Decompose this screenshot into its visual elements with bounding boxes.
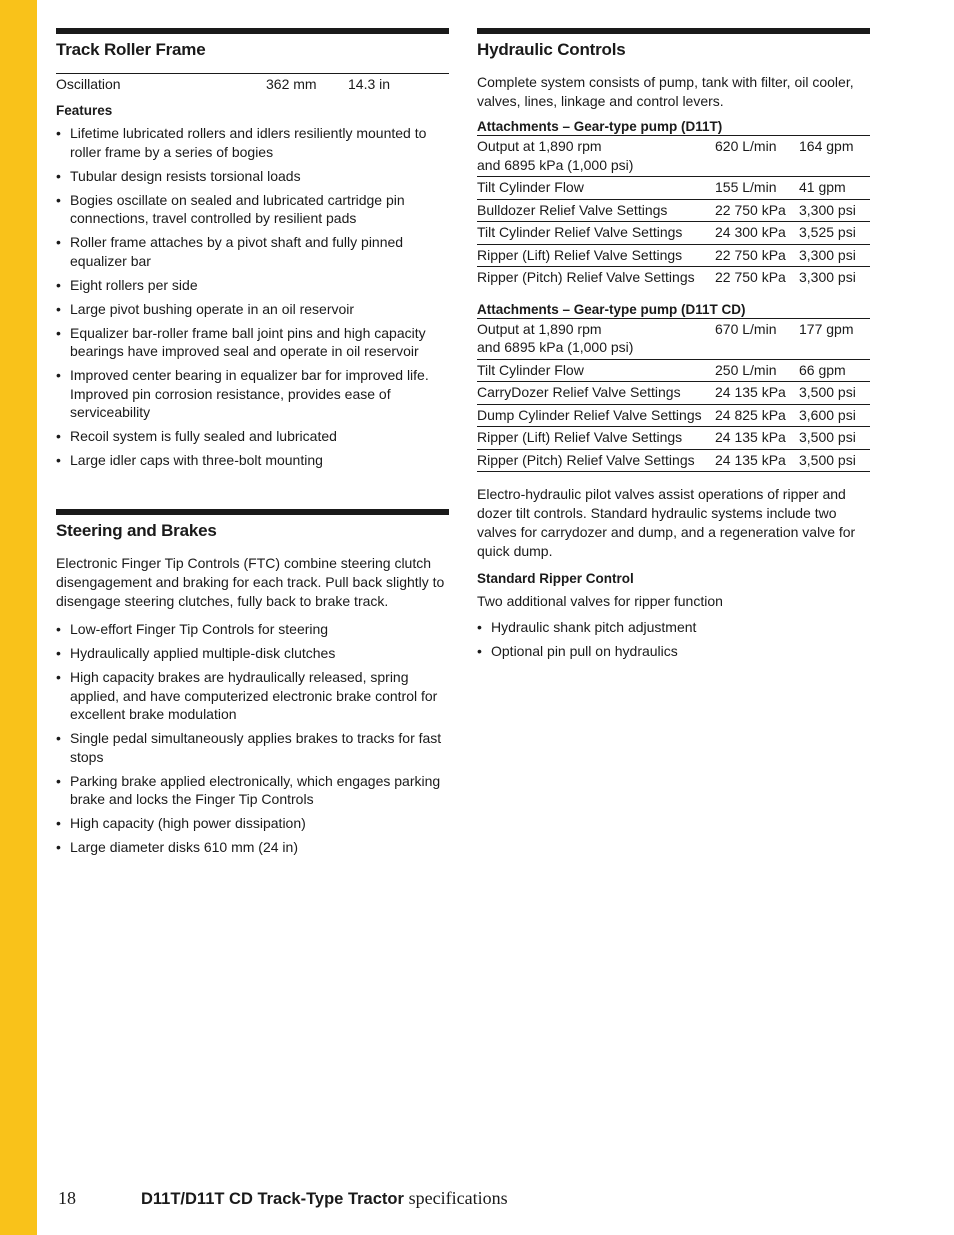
row-label-line2: and 6895 kPa (1,000 psi) bbox=[477, 156, 634, 173]
row-label-line2: and 6895 kPa (1,000 psi) bbox=[477, 339, 634, 355]
table-cell-metric: 24 135 kPa bbox=[715, 427, 799, 450]
table-row bbox=[477, 199, 870, 222]
table-cell-imperial: 3,525 psi bbox=[799, 222, 870, 245]
list-item: • Parking brake applied electronically, which engages parking brake and locks the Finger Tip Controls bbox=[56, 772, 449, 809]
table-cell-label: Dump Cylinder Relief Valve Settings bbox=[477, 404, 715, 427]
list-item: • Bogies oscillate on sealed and lubricated cartridge pin connections, travel controlled by resilient pads bbox=[56, 191, 449, 228]
list-item: • Large diameter disks 610 mm (24 in) bbox=[56, 838, 449, 857]
section-rule bbox=[477, 28, 870, 34]
table-row bbox=[477, 222, 870, 245]
list-item: • High capacity brakes are hydraulically released, spring applied, and have computerized electronic brake control for excellent brake modulation bbox=[56, 668, 449, 724]
table-cell-imperial: 3,600 psi bbox=[799, 404, 870, 427]
list-item: • Equalizer bar-roller frame ball joint pins and high capacity bearings have improved seal and operate in oil reservoir bbox=[56, 324, 449, 361]
list-item: • Large idler caps with three-bolt mounting bbox=[56, 451, 449, 470]
list-item: • Single pedal simultaneously applies brakes to tracks for fast stops bbox=[56, 729, 449, 766]
table-cell-imperial: 41 gpm bbox=[799, 177, 870, 200]
table-row bbox=[477, 404, 870, 427]
table-cell-imperial: 3,300 psi bbox=[799, 199, 870, 222]
table-cell-metric: 24 135 kPa bbox=[715, 449, 799, 472]
hydraulic-intro: Complete system consists of pump, tank with filter, oil cooler, valves, lines, linkage and control levers. bbox=[477, 74, 854, 109]
table-row bbox=[477, 427, 870, 450]
steering-intro: Electronic Finger Tip Controls (FTC) combine steering clutch disengagement and braking for each track. Pull back slightly to disengage steering clutches, fully back to brake track. bbox=[56, 555, 445, 609]
table-cell-imperial: 3,300 psi bbox=[799, 244, 870, 267]
ripper-control-text: Two additional valves for ripper function bbox=[477, 593, 723, 609]
table-cell-label: Bulldozer Relief Valve Settings bbox=[477, 199, 715, 222]
pump-table-d11t bbox=[477, 135, 870, 289]
table-cell-imperial: 3,500 psi bbox=[799, 449, 870, 472]
table-cell-label: Ripper (Lift) Relief Valve Settings bbox=[477, 427, 715, 450]
page-number: 18 bbox=[58, 1188, 76, 1208]
ripper-control-label: Standard Ripper Control bbox=[477, 571, 634, 586]
table-row bbox=[477, 359, 870, 382]
section-rule bbox=[56, 28, 449, 34]
table-cell-label bbox=[477, 318, 715, 359]
left-column bbox=[56, 28, 449, 855]
table-cell-label: Ripper (Pitch) Relief Valve Settings bbox=[477, 449, 715, 472]
list-item: • Improved center bearing in equalizer bar for improved life. Improved pin corrosion resistance, provides ease of serviceability bbox=[56, 366, 449, 422]
list-item: • Optional pin pull on hydraulics bbox=[477, 642, 870, 661]
list-item: • Low-effort Finger Tip Controls for steering bbox=[56, 620, 449, 639]
table-row bbox=[477, 267, 870, 289]
table-cell-metric: 250 L/min bbox=[715, 359, 799, 382]
table-row bbox=[477, 382, 870, 405]
features-label: Features bbox=[56, 103, 113, 118]
table-cell-imperial: 164 gpm bbox=[799, 136, 870, 177]
oscillation-row bbox=[56, 74, 449, 94]
table-cell-imperial: 3,500 psi bbox=[799, 427, 870, 450]
row-label: Output at 1,890 rpm bbox=[477, 320, 602, 337]
spec-metric: 362 mm bbox=[266, 76, 317, 92]
section-title: Hydraulic Controls bbox=[477, 40, 626, 59]
right-column bbox=[477, 28, 870, 666]
table-cell-metric: 22 750 kPa bbox=[715, 199, 799, 222]
section-rule bbox=[56, 509, 449, 515]
table-heading: Attachments – Gear-type pump (D11T) bbox=[477, 119, 723, 134]
table-cell-label: Ripper (Pitch) Relief Valve Settings bbox=[477, 269, 695, 285]
table-row bbox=[477, 449, 870, 472]
list-item: • Tubular design resists torsional loads bbox=[56, 167, 449, 186]
list-item: • Hydraulically applied multiple-disk clutches bbox=[56, 644, 449, 663]
table-cell-metric: 670 L/min bbox=[715, 318, 799, 359]
features-list bbox=[56, 124, 449, 470]
table-row bbox=[477, 177, 870, 200]
list-item: • Recoil system is fully sealed and lubricated bbox=[56, 427, 449, 446]
table-cell-metric: 24 825 kPa bbox=[715, 404, 799, 427]
list-item: • Roller frame attaches by a pivot shaft and fully pinned equalizer bar bbox=[56, 233, 449, 270]
row-label: Output at 1,890 rpm bbox=[477, 138, 602, 154]
table-row bbox=[477, 244, 870, 267]
table-cell-label: Ripper (Lift) Relief Valve Settings bbox=[477, 244, 715, 267]
footer-title bbox=[141, 1188, 508, 1209]
table-cell-metric: 22 750 kPa bbox=[715, 269, 786, 285]
list-item: • Lifetime lubricated rollers and idlers resiliently mounted to roller frame by a series of bogies bbox=[56, 124, 449, 161]
spec-label: Oscillation bbox=[56, 76, 121, 92]
table-cell-metric: 155 L/min bbox=[715, 177, 799, 200]
table-cell-imperial: 177 gpm bbox=[799, 318, 870, 359]
table-cell-metric: 24 135 kPa bbox=[715, 382, 799, 405]
table-cell-label: Tilt Cylinder Relief Valve Settings bbox=[477, 222, 715, 245]
table-cell-metric: 24 300 kPa bbox=[715, 222, 799, 245]
list-item: • Hydraulic shank pitch adjustment bbox=[477, 618, 870, 637]
ripper-list bbox=[477, 618, 870, 661]
accent-bar bbox=[0, 0, 37, 1235]
table-cell-label: Tilt Cylinder Flow bbox=[477, 359, 715, 382]
hydraulic-controls-section bbox=[477, 28, 870, 661]
pump-table-d11t-cd bbox=[477, 318, 870, 473]
table-cell-imperial: 3,300 psi bbox=[799, 269, 856, 285]
list-item: • Large pivot bushing operate in an oil reservoir bbox=[56, 300, 449, 319]
table-cell-label: Tilt Cylinder Flow bbox=[477, 177, 715, 200]
section-title: Track Roller Frame bbox=[56, 40, 206, 59]
footer-title-regular: specifications bbox=[408, 1188, 508, 1208]
steering-brakes-section bbox=[56, 509, 449, 862]
table-cell-metric: 620 L/min bbox=[715, 136, 799, 177]
table-cell-imperial: 3,500 psi bbox=[799, 382, 870, 405]
list-item: • Eight rollers per side bbox=[56, 276, 449, 295]
table-cell-label: CarryDozer Relief Valve Settings bbox=[477, 382, 715, 405]
spec-imperial: 14.3 in bbox=[348, 76, 391, 92]
list-item: • High capacity (high power dissipation) bbox=[56, 814, 449, 833]
section-title: Steering and Brakes bbox=[56, 521, 217, 540]
table-cell-imperial: 66 gpm bbox=[799, 359, 870, 382]
track-roller-frame-section bbox=[56, 28, 449, 470]
table-heading: Attachments – Gear-type pump (D11T CD) bbox=[477, 301, 746, 317]
table-cell-label bbox=[477, 136, 715, 177]
table-row bbox=[477, 318, 870, 359]
steering-list bbox=[56, 620, 449, 857]
footer-title-bold: D11T/D11T CD Track-Type Tractor bbox=[141, 1190, 404, 1208]
table-cell-metric: 22 750 kPa bbox=[715, 244, 799, 267]
table-row bbox=[477, 136, 870, 177]
pilot-valves-text: Electro-hydraulic pilot valves assist operations of ripper and dozer tilt controls. Standard hydraulic systems include two valves for carrydozer and dump, and a regeneration valve for quick dump. bbox=[477, 486, 856, 559]
